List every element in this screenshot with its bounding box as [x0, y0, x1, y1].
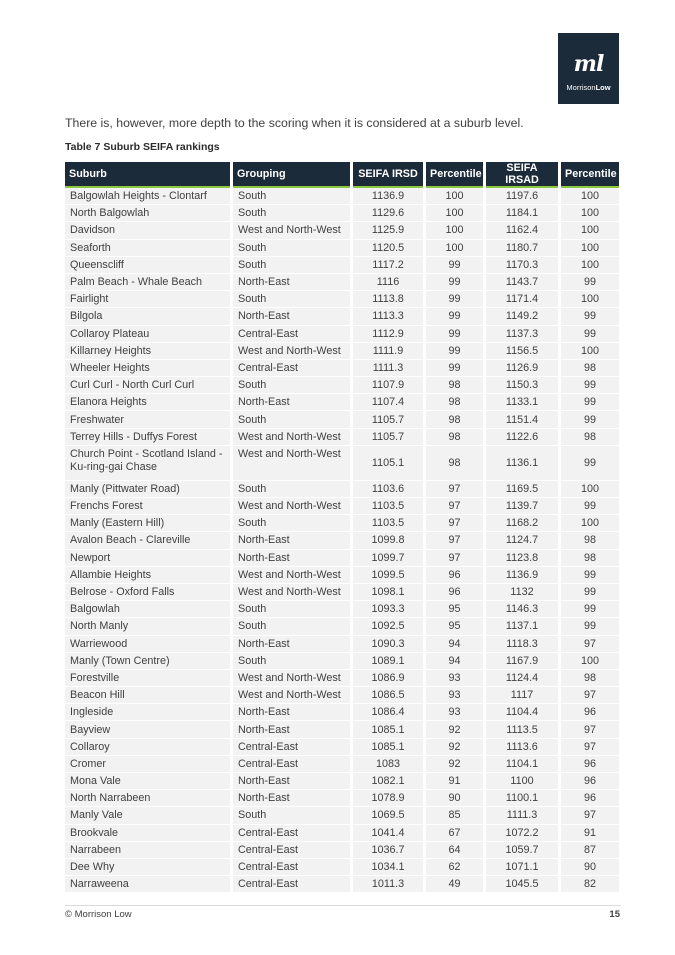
cell-seifa-irsd: 1107.4: [353, 394, 423, 411]
cell-seifa-irsad: 1072.2: [486, 825, 558, 842]
cell-seifa-irsad: 1104.4: [486, 704, 558, 721]
cell-seifa-irsd: 1034.1: [353, 859, 423, 876]
table-row: [65, 411, 619, 428]
cell-percentile-irsad: 100: [561, 257, 619, 274]
cell-percentile-irsad: 96: [561, 773, 619, 790]
cell-suburb: Ingleside: [65, 704, 230, 721]
cell-grouping: North-East: [233, 636, 350, 653]
cell-suburb: Bilgola: [65, 308, 230, 325]
cell-grouping: South: [233, 601, 350, 618]
cell-suburb: Manly Vale: [65, 807, 230, 824]
cell-seifa-irsad: 1132: [486, 584, 558, 601]
cell-suburb: North Narrabeen: [65, 790, 230, 807]
table-row: [65, 498, 619, 515]
cell-seifa-irsad: 1169.5: [486, 481, 558, 498]
cell-percentile-irsad: 99: [561, 618, 619, 635]
cell-seifa-irsd: 1105.1: [353, 446, 423, 481]
cell-grouping: West and North-West: [233, 567, 350, 584]
cell-percentile-irsad: 87: [561, 842, 619, 859]
cell-grouping: North-East: [233, 394, 350, 411]
cell-percentile-irsd: 96: [426, 567, 483, 584]
cell-suburb: Warriewood: [65, 636, 230, 653]
cell-grouping: Central-East: [233, 876, 350, 893]
cell-percentile-irsd: 99: [426, 308, 483, 325]
cell-percentile-irsd: 99: [426, 326, 483, 343]
cell-percentile-irsd: 95: [426, 618, 483, 635]
cell-percentile-irsad: 100: [561, 343, 619, 360]
cell-percentile-irsad: 98: [561, 360, 619, 377]
cell-percentile-irsd: 92: [426, 721, 483, 738]
cell-seifa-irsd: 1113.8: [353, 291, 423, 308]
cell-seifa-irsad: 1197.6: [486, 188, 558, 205]
table-row: [65, 326, 619, 343]
cell-grouping: West and North-West: [233, 222, 350, 239]
cell-percentile-irsd: 67: [426, 825, 483, 842]
cell-percentile-irsd: 97: [426, 515, 483, 532]
cell-seifa-irsad: 1124.4: [486, 670, 558, 687]
cell-grouping: South: [233, 411, 350, 428]
cell-percentile-irsad: 96: [561, 756, 619, 773]
table-row: [65, 636, 619, 653]
cell-suburb: Davidson: [65, 222, 230, 239]
cell-grouping: North-East: [233, 773, 350, 790]
cell-percentile-irsd: 49: [426, 876, 483, 893]
cell-percentile-irsd: 85: [426, 807, 483, 824]
cell-grouping: South: [233, 653, 350, 670]
cell-seifa-irsad: 1150.3: [486, 377, 558, 394]
table-row: [65, 653, 619, 670]
cell-percentile-irsad: 99: [561, 411, 619, 428]
cell-suburb: Belrose - Oxford Falls: [65, 584, 230, 601]
cell-seifa-irsad: 1146.3: [486, 601, 558, 618]
cell-percentile-irsd: 94: [426, 636, 483, 653]
cell-seifa-irsad: 1059.7: [486, 842, 558, 859]
cell-percentile-irsad: 99: [561, 567, 619, 584]
cell-suburb: Seaforth: [65, 240, 230, 257]
cell-seifa-irsd: 1129.6: [353, 205, 423, 222]
table-row: [65, 394, 619, 411]
cell-seifa-irsad: 1100: [486, 773, 558, 790]
cell-suburb: North Manly: [65, 618, 230, 635]
cell-percentile-irsad: 96: [561, 790, 619, 807]
table-row: [65, 790, 619, 807]
table-row: [65, 842, 619, 859]
cell-seifa-irsd: 1103.6: [353, 481, 423, 498]
cell-percentile-irsd: 98: [426, 377, 483, 394]
cell-percentile-irsad: 97: [561, 687, 619, 704]
cell-percentile-irsd: 95: [426, 601, 483, 618]
table-row: [65, 773, 619, 790]
cell-suburb: Fairlight: [65, 291, 230, 308]
table-row: [65, 360, 619, 377]
table-row: [65, 377, 619, 394]
cell-seifa-irsd: 1103.5: [353, 515, 423, 532]
cell-percentile-irsd: 98: [426, 411, 483, 428]
cell-grouping: Central-East: [233, 756, 350, 773]
cell-suburb: Balgowlah Heights - Clontarf: [65, 188, 230, 205]
logo-wordmark: MorrisonLow: [566, 83, 611, 92]
cell-percentile-irsd: 97: [426, 532, 483, 549]
table-row: [65, 222, 619, 239]
cell-seifa-irsad: 1117: [486, 687, 558, 704]
cell-seifa-irsd: 1085.1: [353, 739, 423, 756]
cell-seifa-irsad: 1124.7: [486, 532, 558, 549]
cell-seifa-irsd: 1136.9: [353, 188, 423, 205]
cell-grouping: West and North-West: [233, 670, 350, 687]
cell-seifa-irsad: 1156.5: [486, 343, 558, 360]
cell-seifa-irsad: 1139.7: [486, 498, 558, 515]
table-row: [65, 550, 619, 567]
col-header-grouping: Grouping: [233, 162, 350, 188]
cell-percentile-irsd: 97: [426, 481, 483, 498]
cell-percentile-irsd: 64: [426, 842, 483, 859]
cell-suburb: Mona Vale: [65, 773, 230, 790]
cell-seifa-irsad: 1123.8: [486, 550, 558, 567]
table-row: [65, 343, 619, 360]
cell-suburb: Collaroy Plateau: [65, 326, 230, 343]
table-row: [65, 721, 619, 738]
cell-suburb: Wheeler Heights: [65, 360, 230, 377]
cell-suburb: Curl Curl - North Curl Curl: [65, 377, 230, 394]
cell-percentile-irsad: 98: [561, 550, 619, 567]
table-row: [65, 429, 619, 446]
cell-seifa-irsad: 1170.3: [486, 257, 558, 274]
cell-grouping: Central-East: [233, 825, 350, 842]
cell-percentile-irsd: 97: [426, 498, 483, 515]
table-row: [65, 308, 619, 325]
cell-seifa-irsad: 1149.2: [486, 308, 558, 325]
cell-percentile-irsad: 97: [561, 636, 619, 653]
table-header-row: [65, 162, 619, 188]
cell-percentile-irsd: 90: [426, 790, 483, 807]
cell-percentile-irsad: 100: [561, 653, 619, 670]
cell-percentile-irsad: 99: [561, 584, 619, 601]
cell-percentile-irsad: 99: [561, 498, 619, 515]
cell-seifa-irsad: 1100.1: [486, 790, 558, 807]
cell-suburb: Dee Why: [65, 859, 230, 876]
cell-seifa-irsd: 1107.9: [353, 377, 423, 394]
cell-percentile-irsd: 93: [426, 670, 483, 687]
col-header-suburb: Suburb: [65, 162, 230, 188]
cell-percentile-irsad: 98: [561, 429, 619, 446]
cell-percentile-irsd: 92: [426, 756, 483, 773]
cell-grouping: North-East: [233, 704, 350, 721]
table-row: [65, 876, 619, 893]
cell-suburb: Freshwater: [65, 411, 230, 428]
table-row: [65, 446, 619, 481]
cell-seifa-irsd: 1086.4: [353, 704, 423, 721]
cell-percentile-irsd: 62: [426, 859, 483, 876]
cell-seifa-irsad: 1113.5: [486, 721, 558, 738]
cell-suburb: Brookvale: [65, 825, 230, 842]
cell-seifa-irsad: 1151.4: [486, 411, 558, 428]
cell-seifa-irsd: 1090.3: [353, 636, 423, 653]
cell-grouping: Central-East: [233, 859, 350, 876]
cell-grouping: West and North-West: [233, 446, 350, 481]
cell-seifa-irsd: 1116: [353, 274, 423, 291]
cell-seifa-irsad: 1113.6: [486, 739, 558, 756]
cell-grouping: North-East: [233, 790, 350, 807]
cell-grouping: Central-East: [233, 842, 350, 859]
cell-percentile-irsad: 100: [561, 291, 619, 308]
cell-seifa-irsad: 1171.4: [486, 291, 558, 308]
cell-percentile-irsad: 98: [561, 532, 619, 549]
cell-grouping: South: [233, 257, 350, 274]
cell-percentile-irsad: 98: [561, 670, 619, 687]
cell-seifa-irsd: 1117.2: [353, 257, 423, 274]
cell-seifa-irsd: 1105.7: [353, 429, 423, 446]
cell-grouping: North-East: [233, 721, 350, 738]
cell-grouping: North-East: [233, 550, 350, 567]
cell-grouping: Central-East: [233, 739, 350, 756]
table-row: [65, 257, 619, 274]
logo-mark: ml: [573, 51, 604, 77]
cell-grouping: West and North-West: [233, 429, 350, 446]
cell-percentile-irsd: 99: [426, 257, 483, 274]
cell-suburb: Forestville: [65, 670, 230, 687]
cell-seifa-irsd: 1089.1: [353, 653, 423, 670]
cell-suburb: Avalon Beach - Clareville: [65, 532, 230, 549]
table-row: [65, 291, 619, 308]
cell-seifa-irsd: 1082.1: [353, 773, 423, 790]
cell-grouping: South: [233, 291, 350, 308]
cell-percentile-irsd: 94: [426, 653, 483, 670]
cell-seifa-irsad: 1137.3: [486, 326, 558, 343]
cell-grouping: North-East: [233, 308, 350, 325]
cell-percentile-irsad: 96: [561, 704, 619, 721]
cell-seifa-irsd: 1041.4: [353, 825, 423, 842]
table-row: [65, 825, 619, 842]
table-row: [65, 515, 619, 532]
seifa-table: [62, 162, 622, 893]
cell-percentile-irsad: 99: [561, 274, 619, 291]
cell-seifa-irsd: 1120.5: [353, 240, 423, 257]
cell-percentile-irsd: 99: [426, 291, 483, 308]
cell-grouping: South: [233, 240, 350, 257]
cell-seifa-irsd: 1099.5: [353, 567, 423, 584]
cell-suburb: Killarney Heights: [65, 343, 230, 360]
cell-seifa-irsd: 1069.5: [353, 807, 423, 824]
cell-grouping: Central-East: [233, 360, 350, 377]
cell-seifa-irsad: 1126.9: [486, 360, 558, 377]
cell-percentile-irsd: 100: [426, 205, 483, 222]
cell-suburb: Terrey Hills - Duffys Forest: [65, 429, 230, 446]
cell-grouping: West and North-West: [233, 584, 350, 601]
cell-suburb: Church Point - Scotland Island - Ku-ring-gai Chase: [65, 446, 230, 481]
cell-suburb: Bayview: [65, 721, 230, 738]
company-logo: [558, 33, 619, 104]
cell-percentile-irsad: 100: [561, 481, 619, 498]
cell-seifa-irsd: 1092.5: [353, 618, 423, 635]
table-row: [65, 670, 619, 687]
cell-seifa-irsad: 1045.5: [486, 876, 558, 893]
cell-seifa-irsd: 1011.3: [353, 876, 423, 893]
table-row: [65, 240, 619, 257]
table-row: [65, 687, 619, 704]
cell-grouping: West and North-West: [233, 343, 350, 360]
cell-grouping: West and North-West: [233, 498, 350, 515]
cell-grouping: South: [233, 807, 350, 824]
cell-grouping: South: [233, 481, 350, 498]
col-header-percentile-irsad: Percentile: [561, 162, 619, 188]
footer-divider: [65, 905, 621, 906]
cell-suburb: Manly (Eastern Hill): [65, 515, 230, 532]
cell-seifa-irsad: 1180.7: [486, 240, 558, 257]
cell-suburb: Manly (Town Centre): [65, 653, 230, 670]
page-number: 15: [609, 909, 620, 920]
cell-seifa-irsad: 1143.7: [486, 274, 558, 291]
table-row: [65, 274, 619, 291]
cell-suburb: Allambie Heights: [65, 567, 230, 584]
cell-seifa-irsd: 1093.3: [353, 601, 423, 618]
cell-seifa-irsd: 1111.9: [353, 343, 423, 360]
cell-seifa-irsd: 1113.3: [353, 308, 423, 325]
cell-grouping: South: [233, 188, 350, 205]
cell-grouping: West and North-West: [233, 687, 350, 704]
cell-seifa-irsd: 1105.7: [353, 411, 423, 428]
cell-percentile-irsd: 97: [426, 550, 483, 567]
cell-percentile-irsad: 99: [561, 308, 619, 325]
table-caption: Table 7 Suburb SEIFA rankings: [65, 141, 220, 153]
table-row: [65, 859, 619, 876]
cell-grouping: Central-East: [233, 326, 350, 343]
cell-suburb: Beacon Hill: [65, 687, 230, 704]
cell-grouping: South: [233, 377, 350, 394]
cell-percentile-irsad: 100: [561, 222, 619, 239]
cell-grouping: North-East: [233, 532, 350, 549]
cell-percentile-irsd: 92: [426, 739, 483, 756]
cell-percentile-irsad: 99: [561, 326, 619, 343]
cell-suburb: Newport: [65, 550, 230, 567]
cell-percentile-irsad: 97: [561, 807, 619, 824]
table-row: [65, 601, 619, 618]
cell-seifa-irsd: 1125.9: [353, 222, 423, 239]
cell-grouping: North-East: [233, 274, 350, 291]
cell-suburb: Cromer: [65, 756, 230, 773]
cell-percentile-irsad: 100: [561, 188, 619, 205]
cell-seifa-irsd: 1036.7: [353, 842, 423, 859]
cell-seifa-irsd: 1086.9: [353, 670, 423, 687]
cell-suburb: Frenchs Forest: [65, 498, 230, 515]
cell-percentile-irsd: 98: [426, 429, 483, 446]
table-row: [65, 481, 619, 498]
cell-percentile-irsad: 91: [561, 825, 619, 842]
table-row: [65, 618, 619, 635]
cell-percentile-irsd: 93: [426, 704, 483, 721]
cell-percentile-irsad: 99: [561, 377, 619, 394]
cell-seifa-irsad: 1122.6: [486, 429, 558, 446]
cell-seifa-irsad: 1118.3: [486, 636, 558, 653]
cell-percentile-irsd: 93: [426, 687, 483, 704]
col-header-percentile-irsd: Percentile: [426, 162, 483, 188]
cell-seifa-irsd: 1086.5: [353, 687, 423, 704]
cell-percentile-irsd: 91: [426, 773, 483, 790]
table-row: [65, 584, 619, 601]
cell-percentile-irsad: 99: [561, 446, 619, 481]
cell-seifa-irsad: 1162.4: [486, 222, 558, 239]
col-header-seifa-irsad: SEIFA IRSAD: [486, 162, 558, 188]
table-row: [65, 188, 619, 205]
cell-suburb: Narraweena: [65, 876, 230, 893]
cell-seifa-irsad: 1071.1: [486, 859, 558, 876]
cell-seifa-irsad: 1136.1: [486, 446, 558, 481]
cell-seifa-irsd: 1083: [353, 756, 423, 773]
cell-grouping: South: [233, 515, 350, 532]
table-row: [65, 567, 619, 584]
footer-copyright: © Morrison Low: [65, 909, 132, 920]
cell-percentile-irsad: 99: [561, 394, 619, 411]
cell-seifa-irsad: 1136.9: [486, 567, 558, 584]
cell-seifa-irsad: 1184.1: [486, 205, 558, 222]
cell-percentile-irsad: 100: [561, 205, 619, 222]
cell-seifa-irsad: 1168.2: [486, 515, 558, 532]
cell-seifa-irsad: 1167.9: [486, 653, 558, 670]
cell-suburb: Queenscliff: [65, 257, 230, 274]
cell-suburb: Balgowlah: [65, 601, 230, 618]
cell-suburb: Narrabeen: [65, 842, 230, 859]
cell-percentile-irsd: 96: [426, 584, 483, 601]
cell-seifa-irsd: 1099.8: [353, 532, 423, 549]
cell-seifa-irsd: 1103.5: [353, 498, 423, 515]
cell-suburb: Palm Beach - Whale Beach: [65, 274, 230, 291]
cell-seifa-irsd: 1111.3: [353, 360, 423, 377]
cell-suburb: Elanora Heights: [65, 394, 230, 411]
cell-percentile-irsad: 97: [561, 739, 619, 756]
cell-seifa-irsad: 1137.1: [486, 618, 558, 635]
cell-seifa-irsd: 1112.9: [353, 326, 423, 343]
cell-percentile-irsad: 100: [561, 515, 619, 532]
cell-seifa-irsd: 1099.7: [353, 550, 423, 567]
cell-percentile-irsd: 100: [426, 222, 483, 239]
cell-percentile-irsd: 100: [426, 188, 483, 205]
cell-percentile-irsad: 90: [561, 859, 619, 876]
cell-percentile-irsad: 97: [561, 721, 619, 738]
table-row: [65, 704, 619, 721]
cell-grouping: South: [233, 205, 350, 222]
table-row: [65, 807, 619, 824]
table-row: [65, 532, 619, 549]
table-row: [65, 739, 619, 756]
cell-percentile-irsd: 99: [426, 343, 483, 360]
cell-percentile-irsad: 99: [561, 601, 619, 618]
cell-seifa-irsad: 1133.1: [486, 394, 558, 411]
cell-seifa-irsd: 1078.9: [353, 790, 423, 807]
cell-grouping: South: [233, 618, 350, 635]
cell-seifa-irsd: 1085.1: [353, 721, 423, 738]
cell-percentile-irsd: 98: [426, 446, 483, 481]
table-row: [65, 756, 619, 773]
cell-seifa-irsad: 1104.1: [486, 756, 558, 773]
col-header-seifa-irsd: SEIFA IRSD: [353, 162, 423, 188]
cell-seifa-irsad: 1111.3: [486, 807, 558, 824]
cell-suburb: Manly (Pittwater Road): [65, 481, 230, 498]
cell-percentile-irsd: 99: [426, 360, 483, 377]
cell-suburb: Collaroy: [65, 739, 230, 756]
cell-percentile-irsd: 98: [426, 394, 483, 411]
cell-suburb: North Balgowlah: [65, 205, 230, 222]
cell-seifa-irsd: 1098.1: [353, 584, 423, 601]
cell-percentile-irsd: 100: [426, 240, 483, 257]
table-row: [65, 205, 619, 222]
cell-percentile-irsd: 99: [426, 274, 483, 291]
cell-percentile-irsad: 82: [561, 876, 619, 893]
intro-paragraph: There is, however, more depth to the scoring when it is considered at a suburb level.: [65, 116, 524, 130]
cell-percentile-irsad: 100: [561, 240, 619, 257]
